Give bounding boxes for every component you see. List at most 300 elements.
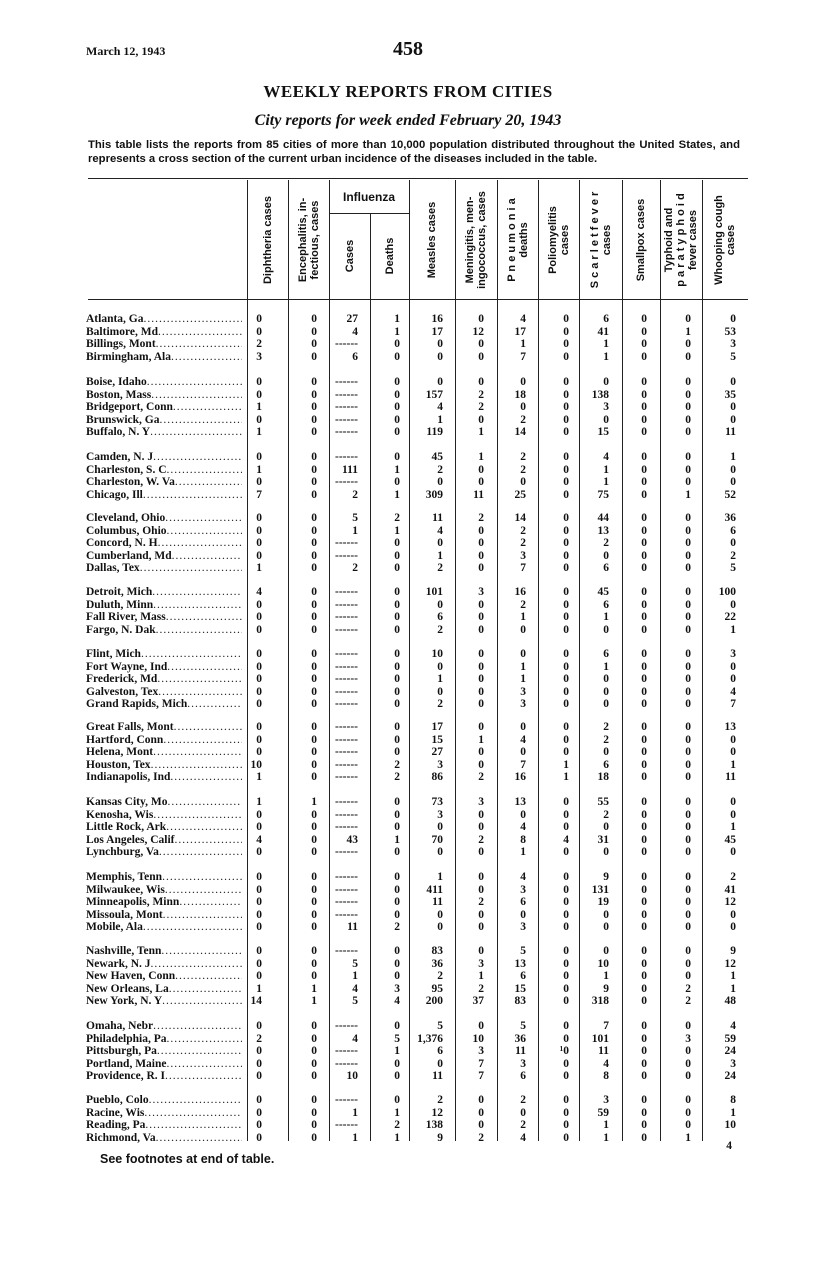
table-cell: 0 [685,1106,691,1119]
city-name: Memphis, Tenn ..... [86,871,242,884]
table-cell: 101 [591,1032,609,1045]
table-cell: ------ [335,388,358,401]
table-cell: 0 [563,945,569,957]
table-cell: 1 [256,796,262,808]
table-cell: 0 [256,921,262,933]
table-cell: 3 [730,338,736,350]
table-cell: 4 [730,1020,736,1032]
table-cell: 0 [685,350,691,363]
table-cell: 0 [256,1094,262,1106]
table-cell: 0 [311,488,317,501]
table-cell: 45 [724,833,736,846]
table-cell: 0 [685,611,691,623]
table-cell: 1 [603,660,609,673]
influenza-group-header: Influenza [342,190,395,204]
table-cell: 1 [603,1119,609,1131]
table-cell: 1 [478,451,484,463]
column-header-label: Encephalitis, in- fectious, cases [296,197,321,283]
table-cell: 2 [394,921,400,933]
table-cell: 0 [256,660,262,673]
column-header-label: S c a r l e t f e v e r cases [588,191,613,289]
table-cell: 0 [394,1057,400,1070]
table-cell: 0 [685,1020,691,1032]
table-cell: 0 [256,698,262,710]
table-cell: 0 [311,846,317,858]
table-row [0,796,816,809]
table-cell: 0 [256,846,262,858]
table-cell: 0 [437,350,443,363]
table-cell: 0 [563,821,569,833]
table-cell: 0 [563,376,569,388]
city-name: Omaha, Nebr ..... [86,1020,242,1033]
table-cell: 6 [352,350,358,363]
city-name: Los Angeles, Calif ..... [86,834,242,847]
table-cell: 111 [342,463,358,476]
city-name: Helena, Mont ..... [86,746,242,759]
table-cell: 9 [437,1131,443,1144]
table-cell: 0 [563,982,569,995]
table-cell: 0 [641,982,647,995]
city-name: Boston, Mass ..... [86,389,242,402]
table-cell: 4 [394,995,400,1007]
table-row [0,489,816,502]
table-cell: 0 [730,598,736,611]
table-cell: 0 [563,733,569,746]
city-name: Duluth, Minn ..... [86,599,242,612]
table-cell: 35 [724,388,736,401]
city-name: Concord, N. H ..... [86,537,242,550]
table-cell: 0 [311,598,317,611]
table-row [0,846,816,859]
city-name: Cleveland, Ohio ..... [86,512,242,525]
table-cell: 4 [437,401,443,413]
table-cell: 0 [311,1131,317,1144]
table-cell: ------ [335,685,358,698]
table-row [0,871,816,884]
table-cell: 0 [685,673,691,685]
table-cell: 0 [478,673,484,685]
city-name: Dallas, Tex ..... [86,562,242,575]
table-cell: 4 [256,833,262,846]
table-cell: 0 [311,808,317,821]
table-cell: 0 [730,401,736,413]
table-cell: 1 [394,1106,400,1119]
city-name: Fort Wayne, Ind ..... [86,661,242,674]
table-cell: 0 [685,623,691,636]
table-cell: 0 [478,883,484,896]
table-cell: 0 [256,808,262,821]
table-cell: 1 [520,846,526,858]
table-cell: 4 [352,982,358,995]
table-cell: 0 [563,350,569,363]
table-row [0,686,816,699]
table-cell: 0 [563,1070,569,1082]
table-cell: 0 [394,970,400,982]
table-cell: 1 [603,338,609,350]
table-cell: 0 [478,821,484,833]
table-cell: 0 [478,463,484,476]
table-cell: 0 [520,623,526,636]
table-cell: 1 [437,673,443,685]
table-cell: 0 [563,970,569,982]
table-cell: ------ [335,426,358,438]
table-cell: 7 [730,698,736,710]
table-cell: ------ [335,1020,358,1032]
table-row [0,1132,816,1145]
table-cell: 0 [685,660,691,673]
table-cell: 0 [563,401,569,413]
table-cell: 0 [685,957,691,970]
table-cell: 73 [431,796,443,808]
table-cell: 7 [478,1070,484,1082]
table-cell: 1,376 [417,1032,443,1045]
table-cell: 0 [641,451,647,463]
table-cell: 0 [311,685,317,698]
table-cell: 0 [563,1106,569,1119]
table-cell: 70 [431,833,443,846]
table-cell: 1 [603,1131,609,1144]
table-cell: 16 [514,586,526,598]
table-cell: ------ [335,1094,358,1106]
table-cell: 0 [641,338,647,350]
table-cell: 2 [520,1094,526,1106]
table-cell: 2 [394,771,400,783]
table-cell: 0 [641,1032,647,1045]
table-cell: 0 [437,537,443,549]
table-cell: 7 [520,758,526,771]
table-cell: 6 [520,896,526,908]
table-cell: 1 [730,758,736,771]
table-cell: 6 [730,524,736,537]
table-cell: 3 [256,350,262,363]
table-cell: 37 [472,995,484,1007]
table-cell: 0 [478,1020,484,1032]
table-cell: 0 [311,1119,317,1131]
table-cell: 0 [730,796,736,808]
table-cell: 0 [520,746,526,758]
table-cell: 31 [597,833,609,846]
table-cell: 0 [437,598,443,611]
table-cell: 11 [515,1045,526,1057]
city-name: Missoula, Mont ..... [86,909,242,922]
table-cell: 0 [478,537,484,549]
table-cell: 0 [563,883,569,896]
table-cell: 25 [514,488,526,501]
column-header-label: Poliomyelitis cases [546,206,571,274]
table-cell: 0 [641,1106,647,1119]
table-cell: 0 [478,562,484,574]
table-cell: 2 [437,698,443,710]
table-cell: 0 [730,313,736,325]
table-cell: 1 [437,871,443,883]
table-cell: 0 [641,463,647,476]
table-cell: 10 [431,648,443,660]
table-cell: ------ [335,871,358,883]
table-cell: 0 [311,313,317,325]
table-cell: 0 [394,808,400,821]
table-cell: 0 [311,921,317,933]
city-name: New Haven, Conn ..... [86,970,242,983]
table-cell: 0 [641,401,647,413]
table-cell: 1 [730,1106,736,1119]
table-cell: 0 [641,698,647,710]
table-cell: 0 [394,673,400,685]
table-cell: 0 [437,376,443,388]
table-cell: 2 [478,771,484,783]
table-cell: 0 [478,413,484,426]
table-cell: 15 [597,426,609,438]
table-cell: 0 [563,648,569,660]
table-cell: 6 [437,611,443,623]
table-cell: 0 [394,598,400,611]
table-cell: 3 [603,401,609,413]
table-cell: 0 [641,1057,647,1070]
table-cell: 7 [520,562,526,574]
table-row [0,896,816,909]
table-cell: 0 [685,821,691,833]
table-cell: 0 [256,623,262,636]
table-cell: 0 [394,413,400,426]
table-cell: 0 [563,476,569,488]
table-row [0,698,816,711]
table-cell: 0 [641,1045,647,1057]
table-cell: 0 [730,463,736,476]
table-row [0,884,816,897]
table-cell: 2 [478,833,484,846]
table-cell: 45 [431,451,443,463]
table-row [0,721,816,734]
table-cell: 0 [563,1131,569,1144]
table-row [0,821,816,834]
table-cell: 0 [256,685,262,698]
table-cell: 0 [311,833,317,846]
table-cell: 0 [685,921,691,933]
table-row [0,1033,816,1046]
table-cell: ------ [335,808,358,821]
table-cell: 0 [563,896,569,908]
table-cell: 0 [311,325,317,338]
table-cell: 0 [685,796,691,808]
table-cell: 2 [520,413,526,426]
table-cell: 0 [685,896,691,908]
table-cell: 5 [730,350,736,363]
table-cell: 52 [724,488,736,501]
table-cell: 2 [520,537,526,549]
table-cell: 12 [724,957,736,970]
table-cell: 6 [603,648,609,660]
table-cell: 0 [730,908,736,921]
table-cell: 0 [478,338,484,350]
table-cell: 0 [641,611,647,623]
table-row [0,550,816,563]
city-name: Brunswick, Ga ..... [86,414,242,427]
table-cell: 0 [641,758,647,771]
table-cell: 0 [394,908,400,921]
table-cell: 0 [437,846,443,858]
table-cell: 0 [256,549,262,562]
table-row [0,809,816,822]
table-cell: 0 [478,721,484,733]
table-cell: 0 [641,846,647,858]
table-cell: 0 [641,1070,647,1082]
table-cell: ------ [335,1045,358,1057]
table-cell: 1 [352,1106,358,1119]
table-cell: 0 [563,1094,569,1106]
table-cell: 0 [256,413,262,426]
table-cell: 0 [563,463,569,476]
table-cell: 0 [685,908,691,921]
table-cell: 9 [603,871,609,883]
table-cell: 0 [394,376,400,388]
table-cell: 8 [603,1070,609,1082]
table-cell: 0 [641,648,647,660]
table-cell: 1 [394,833,400,846]
table-cell: 0 [394,733,400,746]
table-cell: 12 [724,896,736,908]
table-cell: 0 [478,350,484,363]
table-cell: 0 [603,413,609,426]
table-cell: 0 [394,350,400,363]
table-cell: 11 [725,771,736,783]
table-cell: 13 [724,721,736,733]
table-cell: 0 [641,808,647,821]
table-cell: 0 [641,537,647,549]
table-cell: 0 [311,537,317,549]
table-cell: 10 [472,1032,484,1045]
table-cell: 0 [563,1119,569,1131]
city-name: Nashville, Tenn ..... [86,945,242,958]
table-cell: 0 [603,549,609,562]
table-cell: 0 [563,512,569,524]
table-row [0,1119,816,1132]
table-cell: 2 [520,524,526,537]
table-cell: 1 [478,733,484,746]
table-cell: 0 [563,995,569,1007]
table-cell: 0 [685,758,691,771]
table-cell: 0 [685,388,691,401]
table-cell: 36 [724,512,736,524]
table-cell: 0 [730,746,736,758]
column-header-label: Whooping cough cases [713,195,737,285]
table-cell: ------ [335,796,358,808]
table-cell: 22 [724,611,736,623]
table-cell: 2 [478,388,484,401]
table-cell: 0 [563,1032,569,1045]
city-name: Racine, Wis ..... [86,1107,242,1120]
table-cell: 5 [394,1032,400,1045]
table-cell: 1 [478,970,484,982]
table-row [0,921,816,934]
table-cell: 0 [563,451,569,463]
table-cell: 0 [563,673,569,685]
table-cell: 0 [685,1057,691,1070]
table-cell: 12 [431,1106,443,1119]
table-cell: ------ [335,648,358,660]
table-cell: 1 [352,970,358,982]
table-cell: 0 [685,1094,691,1106]
table-cell: 2 [437,623,443,636]
table-cell: 0 [256,611,262,623]
table-row [0,759,816,772]
table-cell: 0 [478,611,484,623]
table-row [0,909,816,922]
city-name: Minneapolis, Minn ..... [86,896,242,909]
table-cell: 0 [311,451,317,463]
table-cell: 0 [437,1057,443,1070]
table-cell: 86 [431,771,443,783]
table-cell: 2 [437,562,443,574]
table-cell: 0 [256,957,262,970]
table-cell: 0 [563,623,569,636]
table-cell: 0 [394,476,400,488]
table-cell: 0 [641,721,647,733]
table-cell: 0 [685,476,691,488]
table-cell: 0 [478,313,484,325]
table-cell: 0 [394,896,400,908]
table-cell: 0 [685,883,691,896]
table-cell: 0 [256,970,262,982]
table-cell: 0 [256,673,262,685]
table-cell: 5 [352,512,358,524]
table-cell: 0 [730,537,736,549]
table-cell: 0 [685,846,691,858]
table-cell: 11 [347,921,358,933]
city-name: Richmond, Va ..... [86,1132,242,1145]
table-cell: 3 [394,982,400,995]
table-cell: 0 [641,833,647,846]
table-cell: 0 [685,648,691,660]
table-cell: 0 [563,1057,569,1070]
table-cell: 36 [514,1032,526,1045]
table-cell: 0 [256,648,262,660]
table-cell: 0 [394,698,400,710]
table-cell: 0 [311,524,317,537]
table-cell: 0 [641,883,647,896]
table-cell: 27 [431,746,443,758]
table-cell: ------ [335,746,358,758]
table-cell: 2 [478,512,484,524]
trailing-value: 4 [726,1140,732,1152]
table-cell: 3 [478,1045,484,1057]
table-cell: 0 [563,524,569,537]
table-cell: 1 [563,758,569,771]
table-cell: 1 [256,771,262,783]
table-cell: 0 [641,388,647,401]
table-cell: 0 [311,821,317,833]
table-cell: 4 [256,586,262,598]
table-cell: 0 [641,426,647,438]
table-row [0,771,816,784]
table-cell: 0 [478,598,484,611]
table-cell: 0 [641,313,647,325]
table-cell: 0 [603,908,609,921]
table-cell: 75 [597,488,609,501]
table-cell: 1 [311,796,317,808]
table-cell: 55 [597,796,609,808]
table-cell: 0 [311,426,317,438]
table-cell: ¹0 [559,1045,569,1057]
table-cell: 0 [685,313,691,325]
table-cell: 0 [394,871,400,883]
table-cell: 0 [394,623,400,636]
table-cell: 0 [685,945,691,957]
table-cell: 0 [685,721,691,733]
table-cell: 0 [685,463,691,476]
table-cell: 3 [520,1057,526,1070]
table-cell: 3 [437,758,443,771]
table-cell: 0 [394,611,400,623]
table-cell: 0 [478,808,484,821]
